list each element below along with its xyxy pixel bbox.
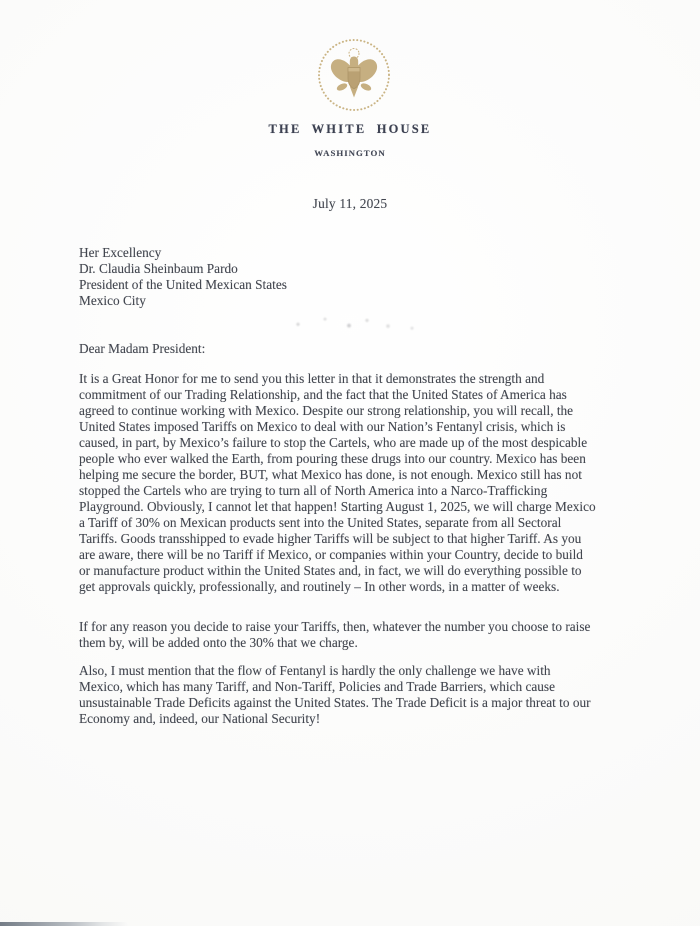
presidential-seal-icon	[316, 37, 392, 113]
paragraph-1: It is a Great Honor for me to send you this letter in that it demonstrates the strength and commitment of our Trading Relationship, and the fact that the United States of America has agreed to continue working with Mexico. Despite our strong relationship, you will recall, the United States imposed Tariffs on Mexico to deal with our Nation’s Fentanyl crisis, which is caused, in part, by Mexico’s failure to stop the Cartels, who are made up of the most despicable people who ever walked the Earth, from pouring these drugs into our country. Mexico has been helping me secure the border, BUT, what Mexico has done, is not enough. Mexico still has not stopped the Cartels who are trying to turn all of North America into a Narco-Trafficking Playground. Obviously, I cannot let that happen! Starting August 1, 2025, we will charge Mexico a Tariff of 30% on Mexican products sent into the United States, separate from all Sectoral Tariffs. Goods transshipped to evade higher Tariffs will be subject to that higher Tariff. As you are aware, there will be no Tariff if Mexico, or companies within your Country, decide to build or manufacture product within the United States and, in fact, we will do everything possible to get approvals quickly, professionally, and routinely – In other words, in a matter of weeks.	[79, 371, 596, 594]
letter-date: July 11, 2025	[312, 196, 388, 211]
letterhead-subtitle: WASHINGTON	[314, 148, 386, 158]
paragraph-3: Also, I must mention that the flow of Fentanyl is hardly the only challenge we have with Mexico, which has many Tariff, and Non-Tariff, Policies and Trade Barriers, which cause unsustainable Trade Deficits against the United States. The Trade Deficit is a major threat to our Economy and, indeed, our National Security!	[79, 663, 591, 726]
paragraph-2: If for any reason you decide to raise your Tariffs, then, whatever the number you choose to raise them by, will be added onto the 30% that we charge.	[79, 619, 591, 650]
ink-bleed-smudge	[280, 310, 430, 336]
salutation: Dear Madam President:	[79, 341, 206, 356]
scan-edge-artifact	[0, 922, 128, 926]
letterhead-seal-row	[0, 37, 700, 113]
letterhead-title: THE WHITE HOUSE	[268, 122, 432, 136]
recipient-address: Her Excellency Dr. Claudia Sheinbaum Pardo President of the United Mexican States Mexico City	[79, 245, 287, 308]
